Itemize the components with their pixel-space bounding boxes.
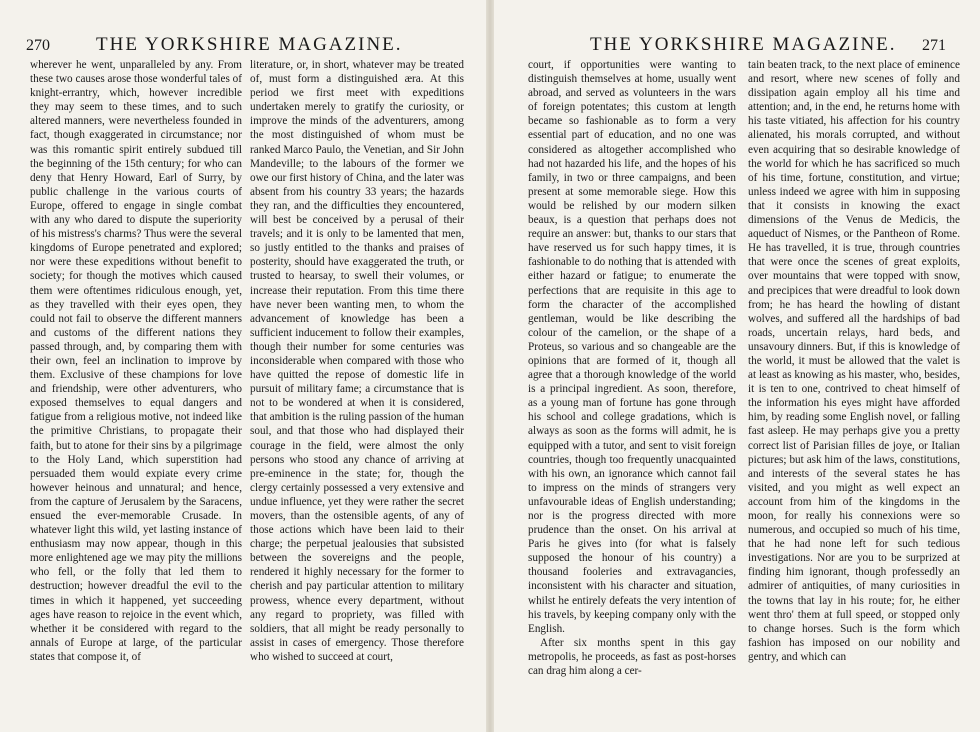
left-column-1 (30, 58, 242, 664)
right-page (490, 0, 980, 732)
right-running-head (590, 34, 946, 56)
left-col2-text: literature, or, in short, whatever may be treated of, must form a distinguished æra. At this period we first meet with expeditions undertaken merely to gratify the curiosity, or improve the minds of the adventurers, among the most distinguished of whom must be ranked Marco Paulo, the Venetian, and Sir John Mandeville; to the labours of the former we owe our first history of China, and the later was absent from his country 33 years; the hazards they ran, and the difficulties they encountered, will best be conceived by a perusal of their travels; and it is only to be lamented that men, so justly entitled to the thanks and praises of posterity, should have exaggerated the truth, or trusted to hearsay, to swell their volumes, or increase their reputation. From this time there have never been wanting men, to whom the advancement of knowledge has been a sufficient inducement to follow their examples, though their number for some centuries was inconsiderable when compared with those who have quitted the repose of domestic life in pursuit of military fame; a circumstance that is not to be wondered at when it is considered, that ambition is the ruling passion of the human soul, and that those who had displayed their courage in the field, were almost the only persons who stood any chance of arriving at pre-eminence in the state; for, though the clergy certainly possessed a very extensive and undue influence, yet they were rather the secret movers, than the ostensible agents, of any of those actions which have been laid to their charge; the perpetual jealousies that subsisted between the sovereigns and the people, rendered it highly necessary for the former to cherish and pay particular attention to military prowess, whence every department, without any regard to propriety, was filled with soldiers, that all might be ready personally to assist in cases of emergency. Those therefore who wished to succeed at court, (250, 59, 464, 663)
right-column-2 (748, 58, 960, 664)
left-page-number: 270 (26, 37, 50, 54)
right-running-title: THE YORKSHIRE MAGAZINE. (590, 34, 897, 55)
left-running-head (26, 34, 476, 56)
right-col2-text: tain beaten track, to the next place of eminence and resort, where new scenes of folly and dissipation again employ all his time and attention; and, in the end, he returns home with his taste vitiated, his affection for his country alienated, his morals corrupted, and without even acquiring that so desirable knowledge of the world for which he has sacrificed so much of his time, fortune, constitution, and virtue; unless indeed we agree with him in supposing that it consists in knowing the exact dimensions of the Venus de Medicis, the aqueduct of Nismes, or the Pantheon of Rome. He has travelled, it is true, through countries that were once the scenes of great exploits, over mountains that were topped with snow, and precipices that were dreadful to look down from; he has heard the howling of distant wolves, and suffered all the hardships of bad roads, uncertain relays, hard beds, and unsavoury dinners. But, if this is knowledge of the world, it must be allowed that the valet is at least as knowing as his master, who, besides, it is ten to one, contrived to cheat himself of the information his eyes might have afforded him, by reading some English novel, or falling fast asleep. He may perhaps give you a pretty correct list of Parisian filles de joye, or Italian pictures; but ask him of the laws, constitutions, and interests of the several states he has visited, and you might as well expect an account from him of the kingdoms in the moon, for really his connexions were so numerous, and occupied so much of his time, that he had none left for such tedious investigations. Nor are you to be surprized at finding him ignorant, though professedly an admirer of antiquities, of many curiosities in the towns that lay in his route; for, he either went thro' them at full speed, or stopped only to change horses. Such is the form which fashion has imposed on our nobility and gentry, and which can (748, 59, 960, 663)
right-page-number: 271 (922, 37, 946, 54)
left-running-title: THE YORKSHIRE MAGAZINE. (96, 34, 403, 55)
right-column-1 (528, 58, 736, 678)
left-column-2 (250, 58, 464, 664)
left-col1-text: wherever he went, unparalleled by any. From these two causes arose those wonderful tales of knight-errantry, which, however incredible they may seem to these times, and to such altered manners, were nevertheless founded in fact, though exaggerated in circumstance; nor was this romantic spirit entirely subdued till the beginning of the 15th century; for who can deny that Henry Howard, Earl of Surry, by public challenge in the various courts of Europe, offered to engage in single combat with any who dared to dispute the superiority of his mistress's charms? Thus were the several kingdoms of Europe penetrated and explored; nor were these expeditions without benefit to society; for though the motives which caused them were oftentimes ridiculous enough, yet, as they travelled with their eyes open, they could not fail to observe the different manners and customs of the different nations they passed through, and, by comparing them with their own, feel an inclination to improve by them. Exclusive of these champions for love and friendship, were other adventurers, who exposed themselves to equal dangers and fatigue from a religious motive, not indeed like the primitive Christians, to propagate their faith, but to atone for their sins by a pilgrimage to the Holy Land, which superstition had persuaded them would expiate every crime however heinous and unnatural; and hence, from the capture of Jerusalem by the Saracens, ensued the ever-memorable Crusade. In whatever light this wild, yet lasting instance of enthusiasm may now appear, though in this more enlightened age we may pity the millions who fell, or the folly that led them to destruction; however dreadful the evil to the times in which it happened, yet succeeding ages have reason to rejoice in the event which, whether it be considered with regard to the annals of Europe at large, of the particular states that compose it, of (30, 59, 242, 663)
right-col1-text: court, if opportunities were wanting to distinguish themselves at home, usually went abroad, and served as volunteers in the wars of foreign potentates; this custom at length became so fashionable as to form a very essential part of education, and no one was considered as altogether accomplished who had not hazarded his life, and the hopes of his family, in two or three campaigns, and been present at some memorable siege. How this would be relished by our modern silken beaux, is a question that perhaps does not require an answer: but, thanks to our stars that have reserved us for such happy times, it is fashionable to do nothing that is attended with either hazard or fatigue; to enumerate the perfections that are requisite in this age to form the character of the accomplished gentleman, would be like describing the colour of the camelion, or the shape of a Proteus, so various and so changeable are the opinions that are formed of it, though all agree that a thorough knowledge of the world is a principal ingredient. As soon, therefore, as a young man of fortune has gone through his school and college gradations, which is always as soon as the forms will admit, he is equipped with a tutor, and sent to visit foreign countries, though too frequently unacquainted with his own, an ignorance which cannot fail to impress on the minds of strangers very unfavourable ideas of English understanding; nor is the progress directed with more prudence than the onset. On his arrival at Paris he gives into (for what is falsely supposed the honour of his country) a thousand fooleries and extravagancies, inconsistent with his character and situation, whilst he entirely defeats the very intention of his travels, by keeping company only with the English. (528, 59, 736, 635)
right-col1-paragraph-2: After six months spent in this gay metropolis, he proceeds, as fast as post-horses can drag him along a cer- (528, 636, 736, 678)
